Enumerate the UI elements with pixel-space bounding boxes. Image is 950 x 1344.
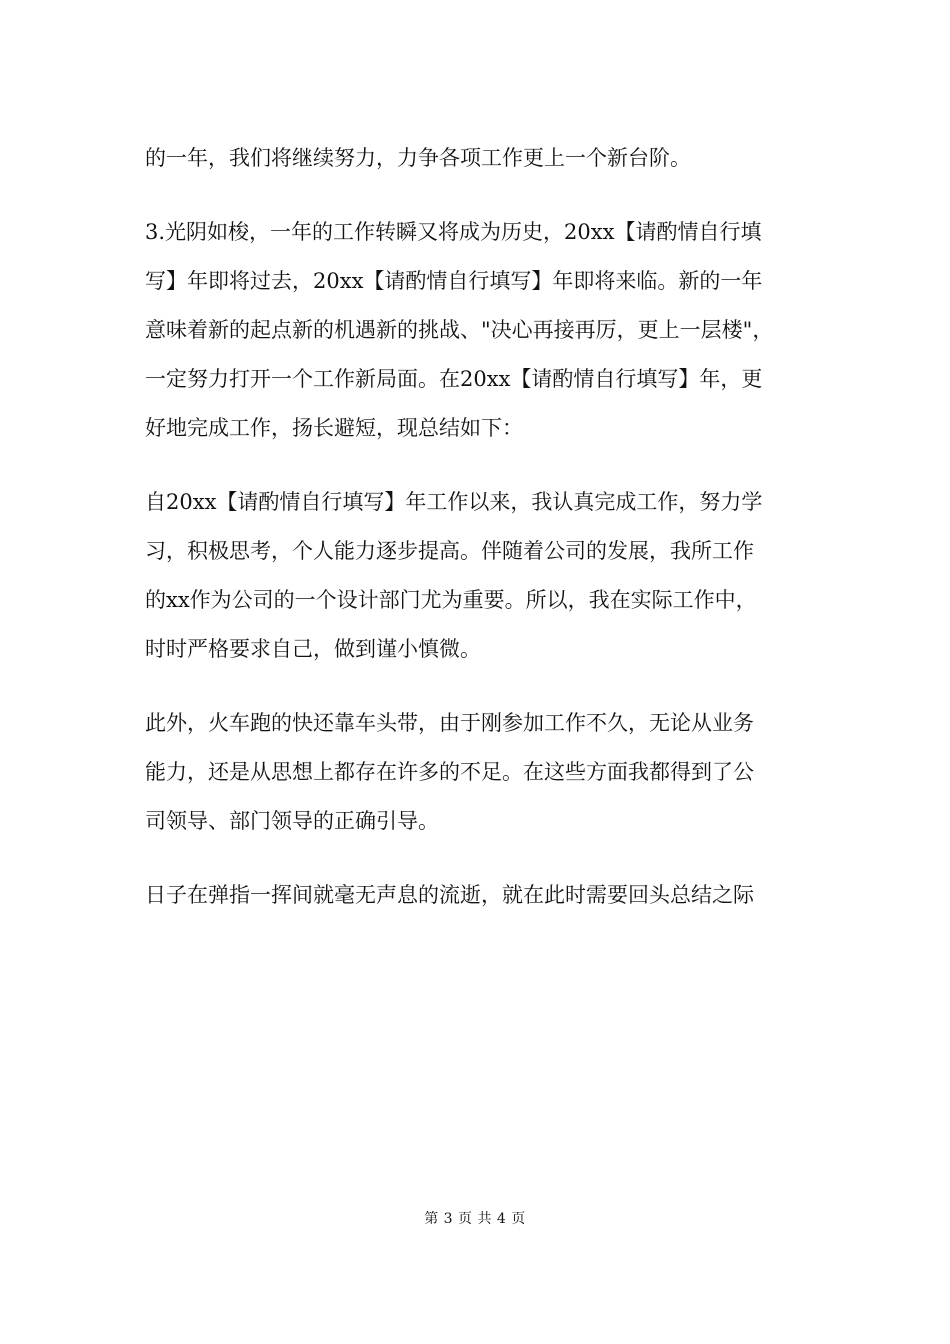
paragraph-3 — [145, 478, 825, 674]
text-line: 写】年即将过去，20xx【请酌情自行填写】年即将来临。新的一年 — [145, 269, 763, 293]
text-line: 能力，还是从思想上都存在许多的不足。在这些方面我都得到了公 — [145, 760, 754, 784]
document-body — [145, 134, 825, 920]
text-line: 好地完成工作，扬长避短，现总结如下： — [145, 416, 523, 440]
text-line: 的xx作为公司的一个设计部门尤为重要。所以，我在实际工作中， — [145, 588, 757, 612]
paragraph-4 — [145, 699, 825, 846]
paragraph-1 — [145, 134, 825, 183]
text-line: 司领导、部门领导的正确引导。 — [145, 809, 439, 833]
page-footer — [0, 1208, 950, 1228]
text-line: 意味着新的起点新的机遇新的挑战、"决心再接再厉，更上一层楼"， — [145, 318, 774, 342]
text-line: 的一年，我们将继续努力，力争各项工作更上一个新台阶。 — [145, 146, 691, 170]
text-line: 此外，火车跑的快还靠车头带，由于刚参加工作不久，无论从业务 — [145, 711, 754, 735]
paragraph-5 — [145, 871, 825, 920]
paragraph-2 — [145, 208, 825, 453]
text-line: 3.光阴如梭，一年的工作转瞬又将成为历史，20xx【请酌情自行填 — [145, 220, 762, 244]
text-line: 习，积极思考，个人能力逐步提高。伴随着公司的发展，我所工作 — [145, 539, 754, 563]
text-line: 自20xx【请酌情自行填写】年工作以来，我认真完成工作，努力学 — [145, 490, 763, 514]
text-line: 时时严格要求自己，做到谨小慎微。 — [145, 637, 481, 661]
text-line: 日子在弹指一挥间就毫无声息的流逝，就在此时需要回头总结之际 — [145, 883, 754, 907]
text-line: 一定努力打开一个工作新局面。在20xx【请酌情自行填写】年，更 — [145, 367, 763, 391]
page-number: 第 3 页 共 4 页 — [424, 1211, 526, 1227]
